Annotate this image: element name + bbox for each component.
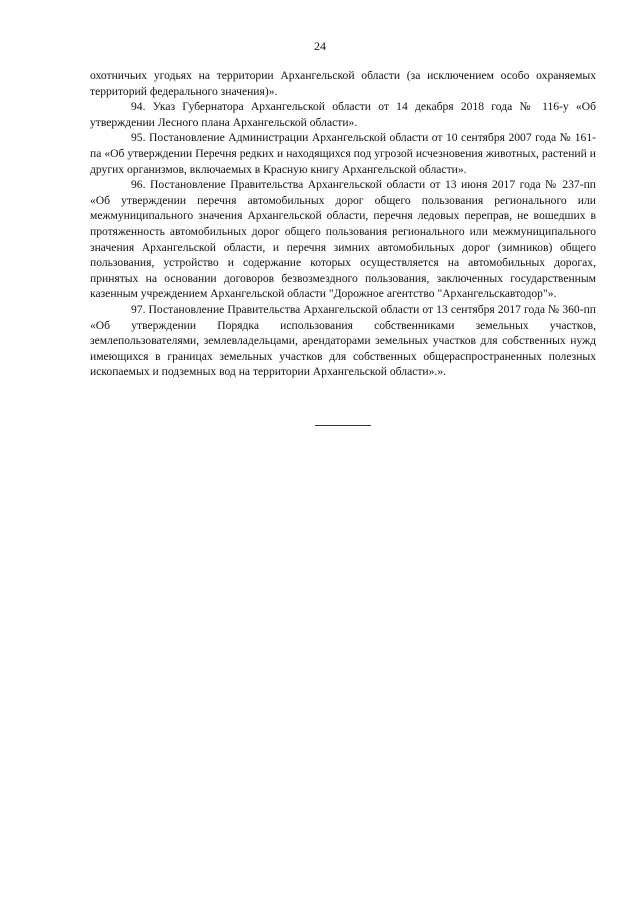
list-item-94: 94. Указ Губернатора Архангельской области от 14 декабря 2018 года № 116-у «Об утверждении Лесного плана Архангельской области». [90, 100, 596, 129]
page-number: 24 [314, 39, 326, 53]
list-item-96: 96. Постановление Правительства Архангельской области от 13 июня 2017 года № 237-пп «Об утверждении перечня автомобильных дорог общего пользования регионального или межмуниципального значения Архангельской области, перечня ледовых переправ, не вошедших в протяженность автомобильных дорог общего пользования регионального или межмуниципального значения Архангельской области, и перечня зимних автомобильных дорог (зимников) общего пользования, устройство и содержание которых осуществляется на автомобильных дорогах, принятых на основании договоров безвозмездного пользования, заключенных государственным казенным учреждением Архангельской области "Дорожное агентство "Архангельскавтодор"». [90, 178, 596, 301]
list-item-97: 97. Постановление Правительства Архангельской области от 13 сентября 2017 года № 360-пп «Об утверждении Порядка использования собственниками земельных участков, землепользователями, землевладельцами, арендаторами земельных участков для собственных нужд имеющихся в границах земельных участков для собственных общераспространенных полезных ископаемых и подземных вод на территории Архангельской области».». [90, 302, 596, 379]
end-separator-line [315, 425, 371, 426]
document-body [90, 68, 596, 380]
list-item-95: 95. Постановление Администрации Архангельской области от 10 сентября 2007 года № 161-па «Об утверждении Перечня редких и находящихся под угрозой исчезновения животных, растений и других организмов, включаемых в Красную книгу Архангельской области». [90, 131, 596, 176]
paragraph-continuation: охотничьих угодьях на территории Архангельской области (за исключением особо охраняемых территорий федерального значения)». [90, 69, 596, 98]
